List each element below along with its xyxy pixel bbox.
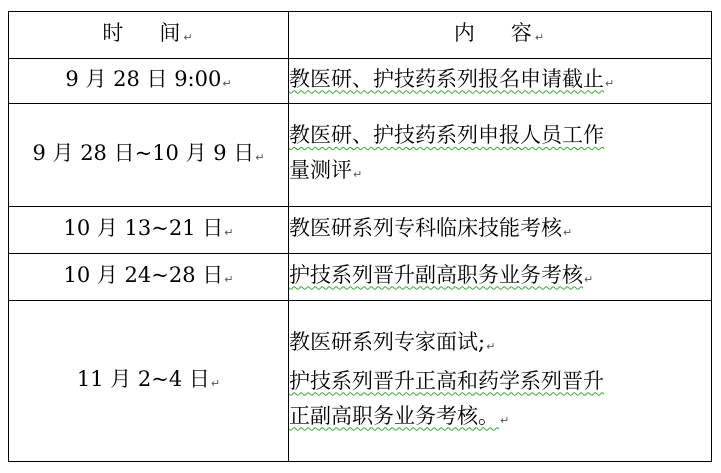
schedule-table [8,11,712,462]
content-cell [289,207,712,254]
table-row [9,207,712,254]
content-line [289,325,711,364]
table-row [9,104,712,207]
content-text: 量测评 [289,158,352,182]
time-cell [9,207,289,254]
paragraph-mark-icon: ↵ [353,168,363,181]
time-text: 11 月 2~4 日 [76,366,210,391]
paragraph-mark-icon: ↵ [183,30,195,44]
table-row [9,59,712,104]
paragraph-mark-icon: ↵ [210,376,221,390]
paragraph-mark-icon: ↵ [486,339,496,353]
content-text: 正副高职务业务考核。 [289,403,499,428]
content-cell [289,59,712,104]
paragraph-mark-icon: ↵ [222,76,232,90]
content-line [289,258,711,297]
header-content-char-2: 容 [510,20,534,45]
content-line [289,364,711,399]
content-line [289,211,711,250]
content-text: 教医研、护技药系列申报人员工作 [289,123,604,147]
header-time-char-1: 时 [102,20,126,45]
content-text: 护技系列晋升正高和药学系列晋升 [289,368,604,393]
time-text: 9 月 28 日 9:00 [65,66,222,91]
content-line [289,62,711,101]
header-time-label [102,21,182,45]
time-cell [9,104,289,207]
content-text: 护技系列晋升副高职务业务考核 [289,262,583,287]
header-time-cell [9,12,289,59]
header-time-char-2: 间 [159,20,183,45]
table-row [9,301,712,462]
paragraph-mark-icon: ↵ [534,30,547,44]
content-text: 教医研系列专家面试; [289,329,486,354]
content-cell [289,104,712,207]
content-line [289,118,711,153]
time-cell [9,254,289,301]
paragraph-mark-icon: ↵ [500,413,510,427]
time-text: 10 月 13~21 日 [63,215,224,240]
header-content-label [454,21,534,45]
content-line [289,399,711,438]
paragraph-mark-icon: ↵ [605,76,615,90]
content-line [289,153,711,192]
content-text: 教医研系列专科临床技能考核 [289,215,562,240]
content-cell [289,254,712,301]
paragraph-mark-icon: ↵ [255,150,265,164]
paragraph-mark-icon: ↵ [224,225,234,239]
table-header-row [9,12,712,59]
paragraph-mark-icon: ↵ [563,225,573,239]
time-cell [9,59,289,104]
paragraph-mark-icon: ↵ [224,272,234,286]
time-text: 10 月 24~28 日 [63,262,224,287]
header-content-char-1: 内 [453,20,477,45]
content-text: 教医研、护技药系列报名申请截止 [289,66,604,91]
table-row [9,254,712,301]
content-cell [289,301,712,462]
header-content-cell [289,12,712,59]
paragraph-mark-icon: ↵ [584,272,594,286]
time-cell [9,301,289,462]
time-text: 9 月 28 日~10 月 9 日 [32,140,255,165]
